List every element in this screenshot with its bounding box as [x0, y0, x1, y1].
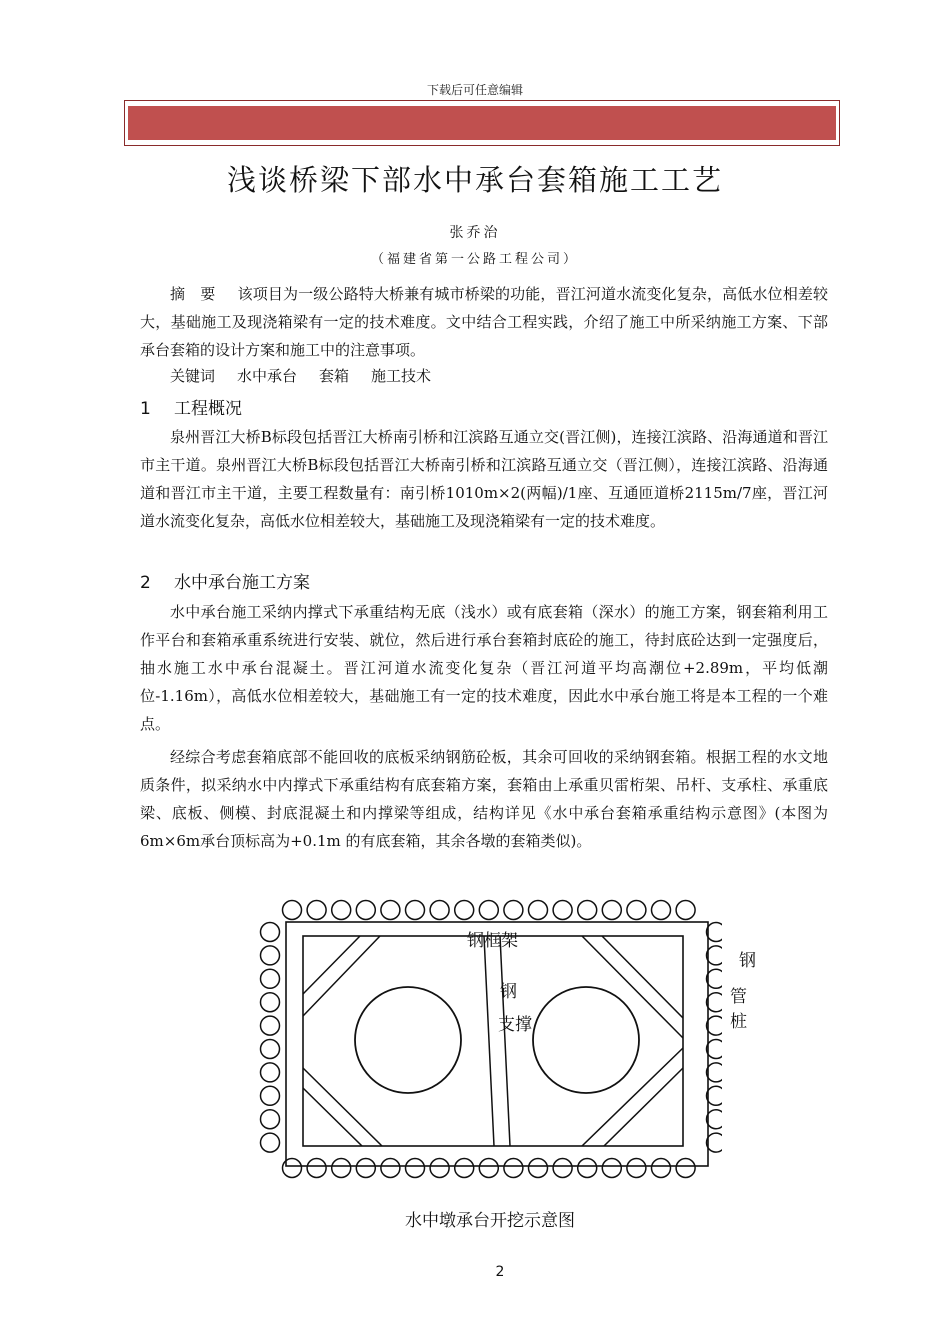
- steel-pile: [261, 1040, 280, 1059]
- steel-pile: [676, 901, 695, 920]
- outer-frame: [286, 922, 708, 1166]
- steel-pile: [676, 1159, 695, 1178]
- steel-pile: [261, 969, 280, 988]
- steel-pile: [261, 1063, 280, 1082]
- steel-pile: [430, 1159, 449, 1178]
- section-number: 2: [140, 573, 151, 593]
- steel-pile: [261, 1110, 280, 1129]
- steel-pile: [578, 901, 597, 920]
- steel-pile: [307, 1159, 326, 1178]
- abstract-label: 摘 要: [170, 285, 216, 303]
- steel-pile: [261, 946, 280, 965]
- steel-pile: [707, 923, 723, 942]
- section-heading: [140, 568, 310, 593]
- header-note: 下载后可任意编辑: [426, 83, 523, 97]
- steel-pile: [504, 901, 523, 920]
- steel-pile: [479, 901, 498, 920]
- steel-pile: [261, 1086, 280, 1105]
- steel-pile: [406, 1159, 425, 1178]
- steel-pile: [627, 901, 646, 920]
- steel-pile: [283, 901, 302, 920]
- steel-pile: [479, 1159, 498, 1178]
- steel-pile: [307, 901, 326, 920]
- label-pile-1: 钢: [739, 951, 756, 971]
- center-brace-line: [500, 936, 510, 1146]
- steel-pile: [406, 901, 425, 920]
- keyword-item: 施工技术: [371, 367, 432, 385]
- steel-pile: [356, 1159, 375, 1178]
- steel-pile: [627, 1159, 646, 1178]
- section-heading: [140, 394, 242, 419]
- steel-pile: [261, 1016, 280, 1035]
- section-paragraph: 水中承台施工采纳内撑式下承重结构无底（浅水）或有底套箱（深水）的施工方案，钢套箱利用工作平台和套箱承重系统进行安装、就位，然后进行承台套箱封底砼的施工，待封底砼达到一定强度后，抽水施工水中承台混凝土。晋江河道水流变化复杂（晋江河道平均高潮位+2.89m，平均低潮位-1.16m），高低水位相差较大，基础施工有一定的技术难度，因此水中承台施工将是本工程的一个难点。: [140, 603, 828, 733]
- steel-pile: [707, 1063, 723, 1082]
- steel-pile: [553, 1159, 572, 1178]
- steel-pile: [381, 901, 400, 920]
- label-pile-2: 管桩: [730, 987, 747, 1032]
- page-number: 2: [495, 1264, 505, 1280]
- steel-pile: [602, 1159, 621, 1178]
- steel-pile: [707, 1133, 723, 1152]
- steel-pile: [529, 1159, 548, 1178]
- steel-pile: [381, 1159, 400, 1178]
- steel-pile: [707, 1086, 723, 1105]
- center-brace-line: [484, 936, 494, 1146]
- corner-brace-line: [604, 1068, 683, 1146]
- steel-pile: [430, 901, 449, 920]
- steel-pile: [504, 1159, 523, 1178]
- corner-brace-line: [582, 936, 683, 1038]
- steel-pile: [652, 901, 671, 920]
- steel-pile: [332, 901, 351, 920]
- steel-pile: [602, 901, 621, 920]
- steel-pile: [553, 901, 572, 920]
- steel-pile: [529, 901, 548, 920]
- pier-circle: [533, 987, 639, 1093]
- corner-brace-line: [582, 1048, 683, 1146]
- steel-pile: [261, 923, 280, 942]
- affiliation: （福建省第一公路工程公司）: [370, 252, 579, 267]
- abstract: [140, 280, 828, 364]
- steel-pile: [332, 1159, 351, 1178]
- steel-pile: [356, 901, 375, 920]
- keywords: [140, 362, 828, 390]
- author: 张乔治: [449, 225, 501, 241]
- steel-pile: [707, 1040, 723, 1059]
- steel-pile: [261, 1133, 280, 1152]
- label-brace-1: 钢: [500, 982, 517, 1002]
- figure-caption: 水中墩承台开挖示意图: [405, 1211, 575, 1231]
- label-steel-frame: 钢框架: [467, 931, 518, 951]
- steel-pile: [707, 1016, 723, 1035]
- steel-pile: [578, 1159, 597, 1178]
- steel-pile: [707, 1110, 723, 1129]
- pier-circle: [355, 987, 461, 1093]
- keyword-item: 套箱: [319, 367, 350, 385]
- steel-pile: [261, 993, 280, 1012]
- page-title: 浅谈桥梁下部水中承台套箱施工工艺: [226, 163, 723, 197]
- label-brace-2: 支撑: [498, 1015, 532, 1035]
- abstract-text: 该项目为一级公路特大桥兼有城市桥梁的功能，晋江河道水流变化复杂，高低水位相差较大，基础施工及现浇箱梁有一定的技术难度。文中结合工程实践，介绍了施工中所采纳施工方案、下部承台套箱的设计方案和施工中的注意事项。: [140, 285, 828, 359]
- steel-pile: [455, 1159, 474, 1178]
- section-title: 工程概况: [174, 399, 242, 419]
- section-title: 水中承台施工方案: [174, 573, 310, 593]
- header-banner: [128, 106, 836, 140]
- corner-brace-line: [602, 936, 683, 1018]
- section-paragraph: 经综合考虑套箱底部不能回收的底板采纳钢筋砼板，其余可回收的采纳钢套箱。根据工程的水文地质条件，拟采纳水中内撑式下承重结构有底套箱方案，套箱由上承重贝雷桁架、吊杆、支承柱、承重底梁、底板、侧模、封底混凝土和内撑梁等组成，结构详见《水中承台套箱承重结构示意图》(本图为6m×6m承台顶标高为+0.1m 的有底套箱，其余各墩的套箱类似)。: [140, 748, 828, 850]
- steel-pile: [707, 946, 723, 965]
- keywords-label: 关键词: [170, 367, 216, 385]
- section-number: 1: [140, 399, 151, 419]
- steel-pile: [455, 901, 474, 920]
- keyword-item: 水中承台: [237, 367, 298, 385]
- excavation-diagram: [252, 898, 756, 1188]
- steel-pile: [707, 993, 723, 1012]
- steel-pile: [707, 969, 723, 988]
- steel-pile: [652, 1159, 671, 1178]
- section-paragraph: 泉州晋江大桥B标段包括晋江大桥南引桥和江滨路互通立交(晋江侧)，连接江滨路、沿海通道和晋江市主干道。泉州晋江大桥B标段包括晋江大桥南引桥和江滨路互通立交（晋江侧），连接江滨路、沿海通道和晋江市主干道，主要工程数量有：南引桥1010m×2(两幅)/1座、互通匝道桥2115m/7座，晋江河道水流变化复杂，高低水位相差较大，基础施工及现浇箱梁有一定的技术难度。: [140, 428, 828, 530]
- corner-brace-line: [303, 1068, 382, 1146]
